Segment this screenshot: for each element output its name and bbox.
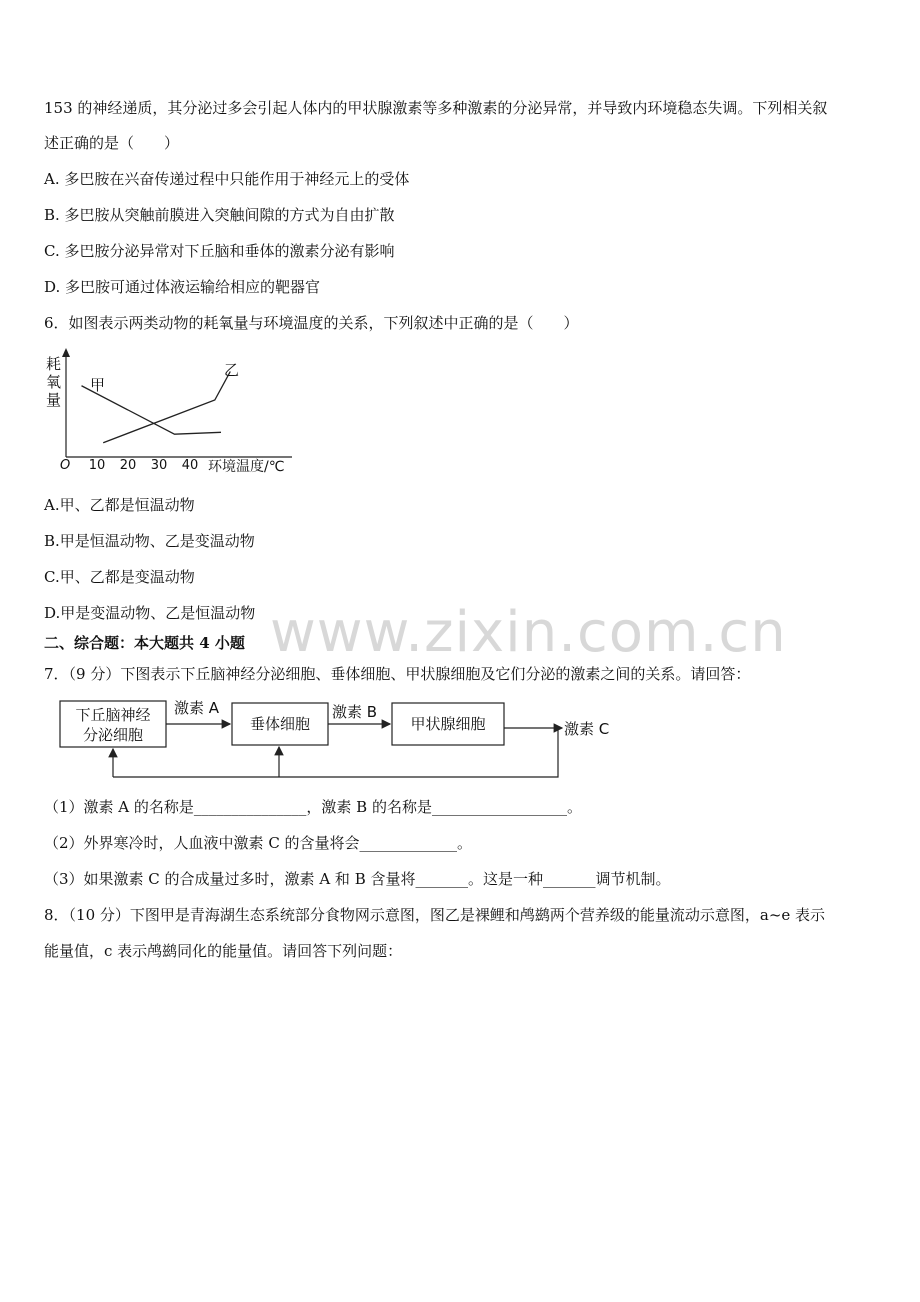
q5-option-a: A. 多巴胺在兴奋传递过程中只能作用于神经元上的受体 bbox=[44, 170, 410, 188]
q7-sub1: （1）激素 A 的名称是_______________，激素 B 的名称是__________________。 bbox=[44, 798, 582, 816]
q5-stem-line2: 述正确的是（ ） bbox=[44, 134, 180, 152]
origin-label: O bbox=[60, 458, 71, 473]
x-tick-label-30: 30 bbox=[150, 458, 168, 473]
q5-option-b: B. 多巴胺从突触前膜进入突触间隙的方式为自由扩散 bbox=[44, 206, 395, 224]
pituitary-label: 垂体细胞 bbox=[249, 715, 311, 733]
q7-sub2: （2）外界寒冷时，人血液中激素 C 的含量将会_____________。 bbox=[44, 834, 473, 852]
q7-sub3: （3）如果激素 C 的合成量过多时，激素 A 和 B 含量将_______。这是一种_______调节机制。 bbox=[44, 870, 671, 888]
oxygen-temperature-chart bbox=[40, 345, 310, 475]
y-axis-label-char3: 量 bbox=[46, 391, 62, 409]
hormone-b-label: 激素 B bbox=[332, 703, 378, 721]
hormone-c-label: 激素 C bbox=[564, 720, 610, 738]
hypothalamus-label-line2: 分泌细胞 bbox=[82, 726, 144, 744]
q6-stem: 6．如图表示两类动物的耗氧量与环境温度的关系，下列叙述中正确的是（ ） bbox=[44, 314, 579, 332]
x-tick-label-20: 20 bbox=[119, 458, 137, 473]
hypothalamus-label-line1: 下丘脑神经 bbox=[75, 706, 151, 724]
x-axis-label: 环境温度/℃ bbox=[208, 459, 285, 475]
watermark: www.zixin.com.cn bbox=[270, 600, 787, 665]
q6-option-d: D.甲是变温动物、乙是恒温动物 bbox=[44, 604, 256, 622]
y-axis-arrow bbox=[62, 348, 70, 357]
q5-option-d: D. 多巴胺可通过体液运输给相应的靶器官 bbox=[44, 278, 321, 296]
q7-stem: 7．（9 分）下图表示下丘脑神经分泌细胞、垂体细胞、甲状腺细胞及它们分泌的激素之间的关系。请回答： bbox=[44, 665, 751, 683]
y-axis-label-char2: 氧 bbox=[46, 373, 62, 391]
y-axis-label-char1: 耗 bbox=[46, 355, 62, 373]
thyroid-label: 甲状腺细胞 bbox=[410, 715, 486, 733]
q6-option-a: A.甲、乙都是恒温动物 bbox=[44, 496, 195, 514]
hormone-regulation-diagram bbox=[50, 695, 630, 785]
series-label-jia: 甲 bbox=[90, 376, 106, 394]
q5-option-c: C. 多巴胺分泌异常对下丘脑和垂体的激素分泌有影响 bbox=[44, 242, 395, 260]
q8-stem-line2: 能量值，c 表示鸬鹚同化的能量值。请回答下列问题： bbox=[44, 942, 403, 960]
section2-heading: 二、综合题：本大题共 4 小题 bbox=[44, 634, 245, 652]
q5-stem-line1: 153 的神经递质，其分泌过多会引起人体内的甲状腺激素等多种激素的分泌异常，并导致内环境稳态失调。下列相关叙 bbox=[44, 99, 828, 117]
q6-option-b: B.甲是恒温动物、乙是变温动物 bbox=[44, 532, 255, 550]
series-label-yi: 乙 bbox=[224, 361, 240, 379]
q6-option-c: C.甲、乙都是变温动物 bbox=[44, 568, 195, 586]
x-tick-label-40: 40 bbox=[181, 458, 199, 473]
q8-stem-line1: 8．（10 分）下图甲是青海湖生态系统部分食物网示意图，图乙是裸鲤和鸬鹚两个营养级的能量流动示意图，a~e 表示 bbox=[44, 906, 826, 924]
x-tick-label-10: 10 bbox=[88, 458, 106, 473]
hormone-a-label: 激素 A bbox=[174, 699, 220, 717]
